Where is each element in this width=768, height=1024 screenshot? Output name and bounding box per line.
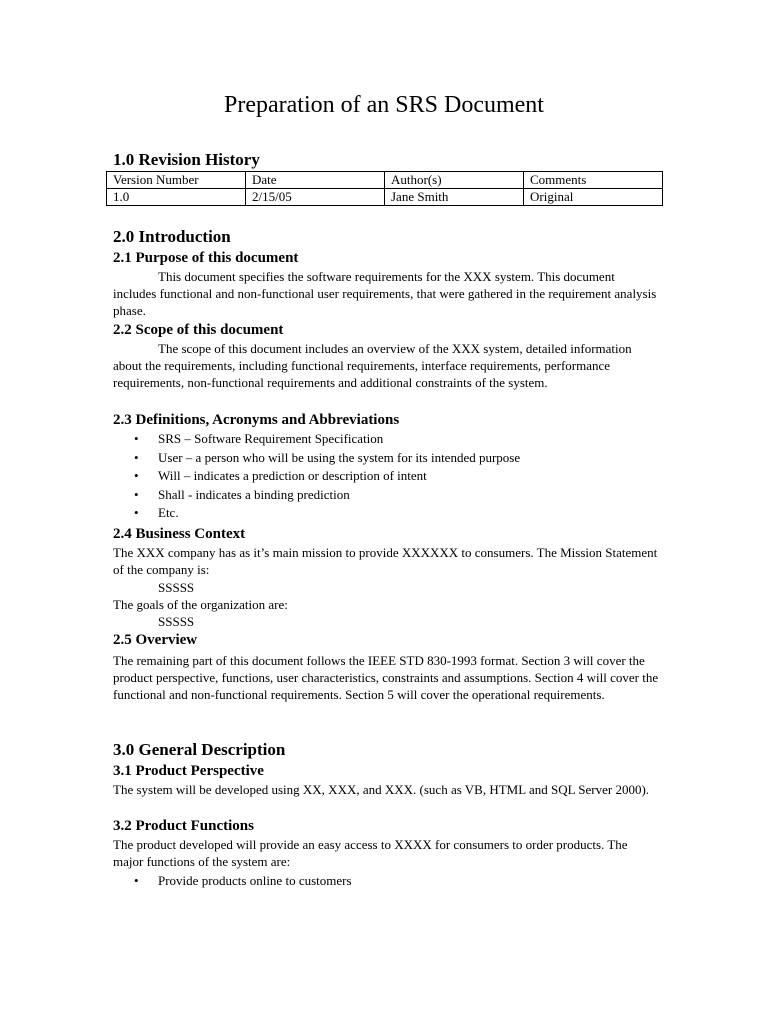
- product-functions-paragraph: The product developed will provide an easy access to XXXX for consumers to order products. The major functions of the system are:: [113, 837, 628, 869]
- table-header-cell: Date: [246, 172, 385, 189]
- list-item-text: Etc.: [158, 505, 179, 520]
- scope-heading: 2.2 Scope of this document: [113, 322, 284, 338]
- list-item: [113, 467, 520, 486]
- list-item-text: Provide products online to customers: [158, 873, 352, 888]
- list-item-text: Shall - indicates a binding prediction: [158, 486, 350, 502]
- revision-history-heading: 1.0 Revision History: [113, 150, 260, 169]
- overview-paragraph: The remaining part of this document follows the IEEE STD 830-1993 format. Section 3 will cover the product perspective, functions, user characteristics, constraints and assumptions. Section 4 will cover the functional and non-functional requirements. Section 5 will cover the operational requirements.: [113, 653, 659, 702]
- bullet-icon: •: [134, 505, 139, 520]
- table-cell: 2/15/05: [246, 189, 385, 206]
- definitions-heading: 2.3 Definitions, Acronyms and Abbreviations: [113, 412, 400, 428]
- functions-list: [113, 872, 352, 891]
- business-context-heading: 2.4 Business Context: [113, 526, 246, 542]
- list-item: [113, 430, 520, 449]
- overview-heading: 2.5 Overview: [113, 632, 198, 648]
- product-perspective-paragraph: The system will be developed using XX, XXX, and XXX. (such as VB, HTML and SQL Server 2000).: [113, 782, 650, 797]
- table-header-row: [107, 172, 663, 189]
- table-header-cell: Version Number: [107, 172, 246, 189]
- list-item: [113, 486, 520, 505]
- product-perspective-heading: 3.1 Product Perspective: [113, 763, 264, 779]
- introduction-heading: 2.0 Introduction: [113, 227, 231, 246]
- list-item: [113, 449, 520, 468]
- list-item-text: User – a person who will be using the system for its intended purpose: [158, 449, 521, 465]
- table-cell: Original: [524, 189, 663, 206]
- table-row: [107, 189, 663, 206]
- list-item-text: Will – indicates a prediction or description of intent: [158, 468, 427, 483]
- table-header-cell: Comments: [524, 172, 663, 189]
- document-title: Preparation of an SRS Document: [224, 92, 544, 118]
- business-context-paragraph: The XXX company has as it’s main mission to provide XXXXXX to consumers. The Mission Statement of the company is:: [113, 545, 658, 577]
- goals-value: SSSSS: [158, 614, 195, 629]
- list-item: [113, 504, 520, 523]
- list-item-text: SRS – Software Requirement Specification: [158, 431, 384, 446]
- bullet-icon: •: [134, 431, 139, 446]
- purpose-paragraph: This document specifies the software requirements for the XXX system. This document includes functional and non-functional user requirements, that were gathered in the requirement analysis phase.: [113, 269, 657, 318]
- table-header-cell: Author(s): [385, 172, 524, 189]
- list-item: [113, 872, 352, 891]
- table-cell: Jane Smith: [385, 189, 524, 206]
- table-cell: 1.0: [107, 189, 246, 206]
- revision-history-table: [106, 171, 663, 206]
- bullet-icon: •: [134, 486, 139, 502]
- general-description-heading: 3.0 General Description: [113, 740, 286, 759]
- scope-paragraph: The scope of this document includes an overview of the XXX system, detailed information about the requirements, including functional requirements, interface requirements, performance requirements, non-functional requirements and additional constraints of the system.: [113, 341, 632, 390]
- bullet-icon: •: [134, 873, 139, 888]
- bullet-icon: •: [134, 449, 139, 465]
- definitions-list: [113, 430, 520, 523]
- product-functions-heading: 3.2 Product Functions: [113, 818, 254, 834]
- goals-label: The goals of the organization are:: [113, 597, 288, 612]
- purpose-heading: 2.1 Purpose of this document: [113, 250, 299, 266]
- bullet-icon: •: [134, 468, 139, 483]
- mission-statement-value: SSSSS: [158, 580, 195, 595]
